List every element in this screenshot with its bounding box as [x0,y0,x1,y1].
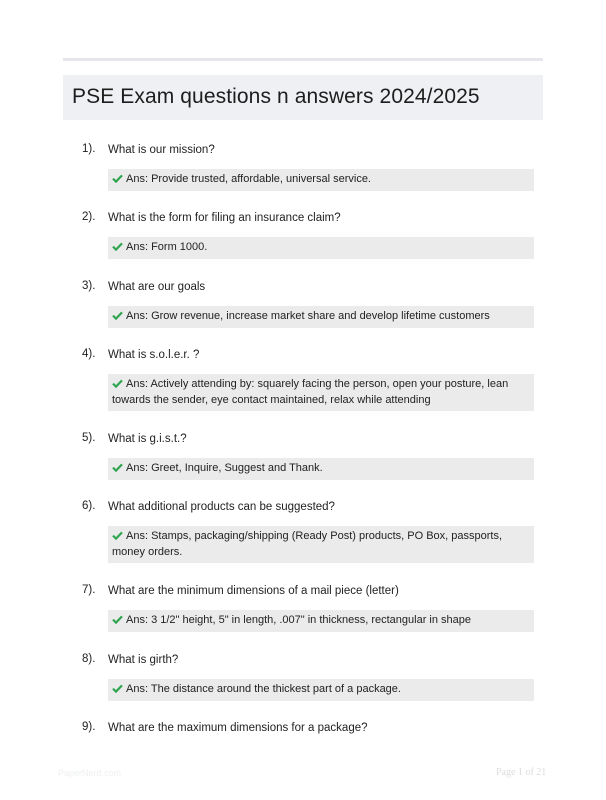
check-icon [112,463,123,472]
top-divider [63,58,543,61]
answer-text: The distance around the thickest part of a package. [150,683,401,695]
question-number: 3). [82,280,96,292]
answer-prefix: Ans: [126,462,149,474]
question-text: What is the form for filing an insurance claim? [108,212,341,224]
check-icon [112,174,123,183]
question-text: What is s.o.l.e.r. ? [108,349,200,361]
title-banner [63,75,543,120]
question-number: 9). [82,721,96,733]
answer-box [108,458,534,480]
answer-text: Stamps, packaging/shipping (Ready Post) products, PO Box, passports, money orders. [112,530,503,558]
question-text: What is girth? [108,654,179,666]
question-number: 6). [82,500,96,512]
answer-prefix: Ans: [126,683,149,695]
question-number: 2). [82,211,96,223]
answer-box [108,374,534,411]
question-text: What is our mission? [108,144,215,156]
answer-prefix: Ans: [126,614,149,626]
question-number: 5). [82,432,96,444]
question-number: 1). [82,143,96,155]
answer-box [108,679,534,701]
page-number: Page 1 of 21 [496,767,547,778]
answer-box [108,306,534,328]
question-text: What are the maximum dimensions for a package? [108,722,368,734]
question-text: What are the minimum dimensions of a mail piece (letter) [108,585,399,597]
answer-prefix: Ans: [126,378,149,390]
answer-text: Grow revenue, increase market share and develop lifetime customers [151,310,490,322]
answer-box [108,169,534,191]
footer-watermark: PaperNerd.com [58,768,122,778]
check-icon [112,242,123,251]
check-icon [112,311,123,320]
check-icon [112,615,123,624]
answer-prefix: Ans: [126,173,149,185]
question-text: What is g.i.s.t.? [108,433,187,445]
question-number: 7). [82,584,96,596]
question-text: What are our goals [108,281,206,293]
answer-box [108,526,534,563]
question-text: What additional products can be suggested? [108,501,335,513]
answer-text: Actively attending by: squarely facing the person, open your posture, lean towards the sender, eye contact maintained, relax while attending [112,378,509,406]
answer-prefix: Ans: [126,530,149,542]
check-icon [112,531,123,540]
question-number: 8). [82,653,96,665]
page-title: PSE Exam questions n answers 2024/2025 [72,85,480,108]
check-icon [112,684,123,693]
answer-box [108,237,534,259]
question-number: 4). [82,348,96,360]
answer-text: Greet, Inquire, Suggest and Thank. [151,462,323,474]
answer-text: Form 1000. [151,241,208,253]
answer-text: Provide trusted, affordable, universal service. [151,173,371,185]
answer-prefix: Ans: [126,310,149,322]
check-icon [112,379,123,388]
answer-text: 3 1/2" height, 5" in length, .007" in thickness, rectangular in shape [151,614,471,626]
answer-box [108,610,534,632]
answer-prefix: Ans: [126,241,149,253]
